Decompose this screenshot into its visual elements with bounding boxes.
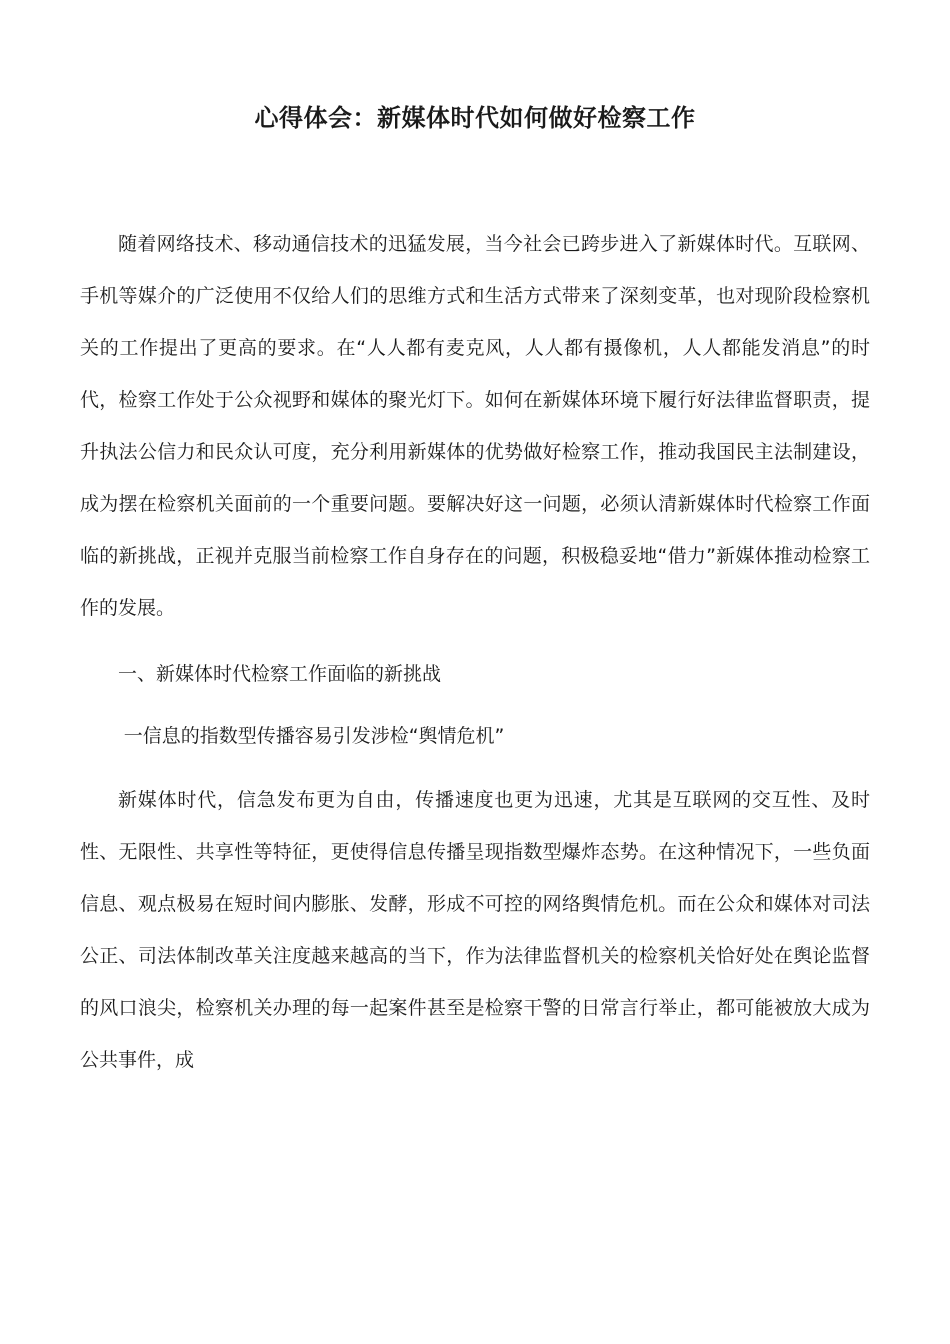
document-title: 心得体会：新媒体时代如何做好检察工作 xyxy=(254,104,696,132)
section-heading: 一、新媒体时代检察工作面临的新挑战 xyxy=(118,663,442,685)
paragraph-body: 新媒体时代，信急发布更为自由，传播速度也更为迅速，尤其是互联网的交互性、及时性、无限性、共享性等特征，更使得信息传播呈现指数型爆炸态势。在这种情况下，一些负面信息、观点极易在短时间内膨胀、发酵，形成不可控的网络舆情危机。而在公众和媒体对司法公正、司法体制改革关注度越来越高的当下，作为法律监督机关的检察机关恰好处在舆论监督的风口浪尖，检察机关办理的每一起案件甚至是检察干警的日常言行举止，都可能被放大成为公共事件，成 xyxy=(80,789,870,1071)
paragraph-intro: 随着网络技术、移动通信技术的迅猛发展，当今社会已跨步进入了新媒体时代。互联网、手机等媒介的广泛使用不仅给人们的思维方式和生活方式带来了深刻变革，也对现阶段检察机关的工作提出了更高的要求。在“人人都有麦克风，人人都有摄像机，人人都能发消息”的时代，检察工作处于公众视野和媒体的聚光灯下。如何在新媒体环境下履行好法律监督职责，提升执法公信力和民众认可度，充分利用新媒体的优势做好检察工作，推动我国民主法制建设，成为摆在检察机关面前的一个重要问题。要解决好这一问题，必须认清新媒体时代检察工作面临的新挑战，正视并克服当前检察工作自身存在的问题，积极稳妥地“借力”新媒体推动检察工作的发展。 xyxy=(80,233,870,619)
subsection-heading: 一信息的指数型传播容易引发涉检“舆情危机” xyxy=(123,725,505,747)
